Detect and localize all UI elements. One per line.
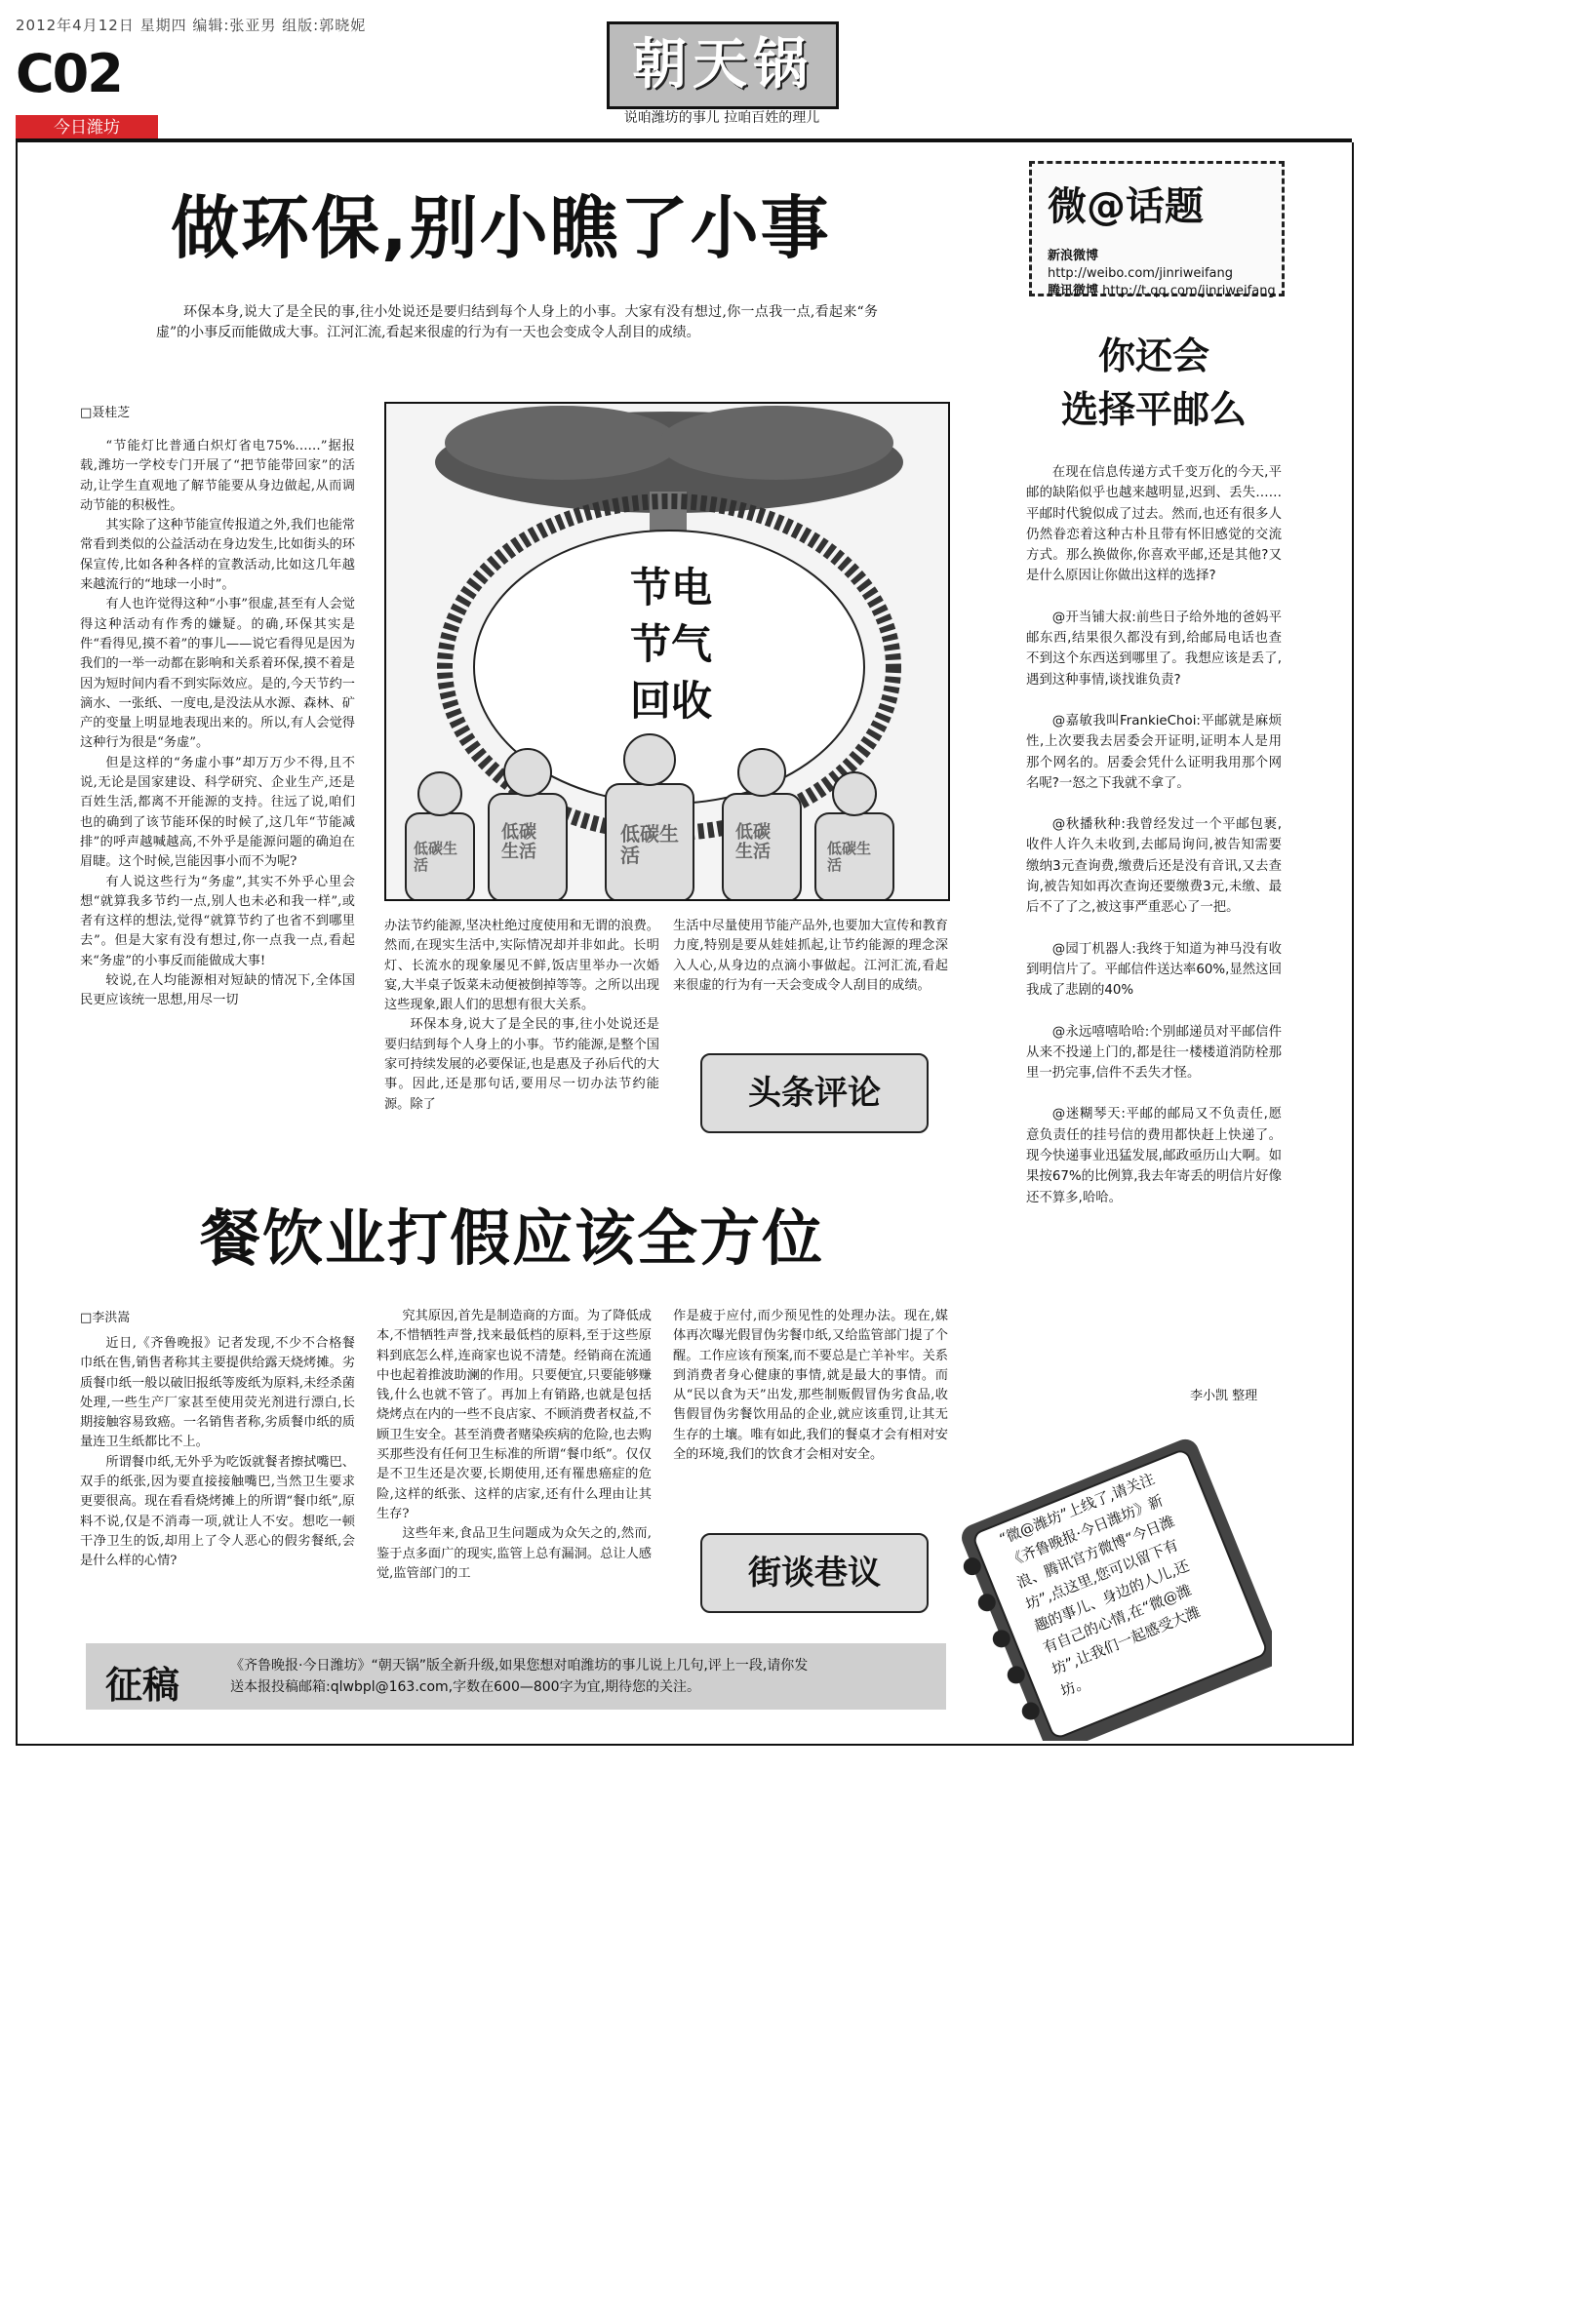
sidebar-title	[1029, 330, 1279, 437]
paragraph: 其实除了这种节能宣传报道之外,我们也能常常看到类似的公益活动在身边发生,比如街头的环保宣传,比如各种各样的宣教活动,比如这几年越来越流行的“地球一小时”。	[80, 518, 355, 593]
street-talk-badge: 街谈巷议	[700, 1533, 929, 1613]
article2-col1	[80, 1334, 355, 1572]
paragraph: 生活中尽量使用节能产品外,也要加大宣传和教育力度,特别是要从娃娃抓起,让节约能源的理念深入人心,从身边的点滴小事做起。江河汇流,看起来很虚的行为有一天会变成令人刮目的成绩。	[673, 919, 948, 993]
sidebar-title-line2: 选择平邮么	[1060, 388, 1247, 431]
paragraph: 近日,《齐鲁晚报》记者发现,不少不合格餐巾纸在售,销售者称其主要提供给露天烧烤摊。劣质餐巾纸一般以破旧报纸等废纸为原料,未经杀菌处理,一些生产厂家甚至使用荧光剂进行漂白,长期接触容易致癌。一名销售者称,劣质餐巾纸的质量连卫生纸都比不上。	[80, 1336, 355, 1450]
call-for-submissions-text	[230, 1655, 932, 1698]
paragraph: 究其原因,首先是制造商的方面。为了降低成本,不惜牺牲声誉,找来最低档的原料,至于这些原料到底怎么样,连商家也说不清楚。经销商在流通中也起着推波助澜的作用。只要便宜,只要能够赚钱,什么也就不管了。再加上有销路,也就是包括烧烤点在内的一些不良店家、不顾消费者权益,不顾卫生安全。甚至消费者赌染疾病的危险,也去购买那些没有任何卫生标准的所谓“餐巾纸”。仅仅是不卫生还是次要,长期使用,还有罹患癌症的危险,这样的纸张、这样的店家,还有什么理由让其生存?	[376, 1309, 652, 1521]
weibo-post: @嘉敏我叫FrankieChoi:平邮就是麻烦性,上次要我去居委会开证明,证明本人是用那个网名的。居委会凭什么证明我用那个网名呢?一怒之下我就不拿了。	[1026, 713, 1282, 791]
article1-lead-text: 环保本身,说大了是全民的事,往小处说还是要归结到每个人身上的小事。大家有没有想过,你一点我一点,看起来“务虚”的小事反而能做成大事。江河汇流,看起来很虚的行为有一天也会变成令人刮目的成绩。	[156, 304, 878, 340]
article1-title: 做环保,别小瞧了小事	[171, 188, 831, 268]
slogan-save-power: 节电	[630, 564, 713, 611]
notice-line-1: 《齐鲁晚报·今日潍坊》“朝天锅”版全新升级,如果您想对咱潍坊的事儿说上几句,评上一段,请你发	[230, 1658, 809, 1674]
weibo-post: @永远嘻嘻哈哈:个别邮递员对平邮信件从来不投递上门的,都是往一楼楼道消防栓那里一扔完事,信件不丢失才怪。	[1026, 1024, 1282, 1082]
masthead: 朝天锅	[607, 21, 839, 109]
article1-lead	[156, 302, 878, 343]
sidebar-title-line1: 你还会	[1097, 335, 1209, 377]
paragraph: 环保本身,说大了是全民的事,往小处说还是要归结到每个人身上的小事。节约能源,是整个国家可持续发展的必要保证,也是惠及子孙后代的大事。因此,还是那句话,要用尽一切办法节约能源。除了	[384, 1017, 659, 1112]
sidebar-editor: 李小凯 整理	[1190, 1389, 1258, 1403]
masthead-slogan: 说咱潍坊的事儿 拉咱百姓的理儿	[623, 110, 820, 126]
weibo-post: @开当铺大叔:前些日子给外地的爸妈平邮东西,结果很久都没有到,给邮局电话也查不到这个东西送到哪里了。我想应该是丢了,遇到这种事情,谈找谁负责?	[1026, 610, 1282, 688]
paragraph: 所谓餐巾纸,无外乎为吃饭就餐者擦拭嘴巴、双手的纸张,因为要直接接触嘴巴,当然卫生要求更要很高。现在看看烧烤摊上的所谓“餐巾纸”,原料不说,仅是不消毒一项,就让人不安。想吃一顿干净卫生的饭,却用上了令人恶心的假劣餐纸,会是什么样的心情?	[80, 1454, 355, 1569]
weibo-accounts	[1048, 248, 1282, 300]
sidebar-body	[1026, 462, 1282, 1229]
paragraph: 办法节约能源,坚决杜绝过度使用和无谓的浪费。然而,在现实生活中,实际情况却并非如此。长明灯、长流水的现象屡见不鲜,饭店里举办一次婚宴,大半桌子饭菜未动便被倒掉等等。之所以出现这些现象,跟人们的思想有很大关系。	[384, 919, 659, 1013]
notice-line-2: 送本报投稿邮箱:qlwbpl@163.com,字数在600—800字为宜,期待您的关注。	[230, 1679, 701, 1695]
date-line: 2012年4月12日 星期四 编辑:张亚男 组版:郭晓妮	[16, 17, 367, 34]
energy-saving-illustration	[384, 402, 950, 901]
illustration-slogans	[630, 560, 712, 729]
weibo-post: @园丁机器人:我终于知道为神马没有收到明信片了。平邮信件送达率60%,显然这回我成了悲剧的40%	[1026, 941, 1282, 999]
paragraph: 有人也许觉得这种“小事”很虚,甚至有人会觉得这种活动有作秀的嫌疑。的确,环保其实是件“看得见,摸不着”的事儿——说它看得见是因为我们的一举一动都在影响和关系着环保,摸不着是因为短时间内看不到实际效应。是的,今天节约一滴水、一张纸、一度电,是没法从水源、森林、矿产的变量上明显地表现出来的。所以,有人会觉得这种行为很是“务虚”。	[80, 597, 355, 751]
article2-col3	[673, 1307, 948, 1465]
article1-byline: □聂桂芝	[80, 406, 131, 420]
paragraph: 作是疲于应付,而少预见性的处理办法。现在,媒体再次曝光假冒伪劣餐巾纸,又给监管部门提了个醒。工作应该有预案,而不要总是亡羊补牢。关系到消费者身心健康的事情,就是最大的事情。而从“民以食为天”出发,那些制贩假冒伪劣食品,收售假冒伪劣餐饮用品的企业,就应该重罚,让其无生存的土壤。唯有如此,我们的餐桌才会有相对安全的环境,我们的饮食才会相对安全。	[673, 1309, 948, 1463]
weibo-account-sina[interactable]: 新浪微博 http://weibo.com/jinriweifang	[1048, 249, 1234, 281]
notebook-text: “微@潍坊”上线了,请关注《齐鲁晚报·今日潍坊》新浪、腾讯官方微博“今日潍坊”,点这里,您可以留下有趣的事儿、身边的人儿,还有自己的心情,在“微@潍坊”,让我们一起感受大潍坊。	[996, 1470, 1204, 1701]
kid-sign: 低碳生活	[735, 822, 771, 862]
weibo-post: @秋播秋种:我曾经发过一个平邮包裹,收件人许久未收到,去邮局询问,被告知需要缴纳3元查询费,缴费后还是没有音讯,又去查询,被告知如再次查询还要缴费3元,未缴、最后不了了之,被这事严重恶心了一把。	[1026, 817, 1282, 916]
weibo-account-tencent[interactable]: 腾讯微博 http://t.qq.com/jinriweifang	[1048, 284, 1276, 298]
kid-sign: 低碳生活	[620, 822, 679, 867]
weibo-topic-logo: 微@话题	[1048, 184, 1204, 229]
paragraph: 这些年来,食品卫生问题成为众矢之的,然而,鉴于点多面广的现实,监管上总有漏洞。总让人感觉,监管部门的工	[376, 1526, 652, 1581]
kid-sign: 低碳生活	[827, 840, 872, 874]
article1-col1	[80, 437, 355, 1011]
article1-col2	[384, 917, 659, 1115]
kid-sign: 低碳生活	[414, 840, 458, 874]
weibo-topic-box	[1029, 161, 1285, 296]
children-group	[406, 734, 893, 899]
paragraph: 但是这样的“务虚小事”却万万少不得,且不说,无论是国家建设、科学研究、企业生产,还是百姓生活,都离不开能源的支持。往远了说,咱们也的确到了该节能环保的时候了,这几年“节能减排”的呼声越喊越高,不外乎是能源问题的确迫在眉睫。这个时候,岂能因事小而不为呢?	[80, 755, 355, 870]
article2-title: 餐饮业打假应该全方位	[200, 1202, 825, 1274]
headline-comment-badge: 头条评论	[700, 1053, 929, 1133]
sidebar-intro: 在现在信息传递方式千变万化的今天,平邮的缺陷似乎也越来越明显,迟到、丢失……平邮时代貌似成了过去。然而,也还有很多人仍然眷恋着这种古朴且带有怀旧感觉的交流方式。那么换做你,你喜欢平邮,还是其他?又是什么原因让你做出这样的选择?	[1026, 465, 1282, 584]
paragraph: “节能灯比普通白炽灯省电75%……”据报载,潍坊一学校专门开展了“把节能带回家”的活动,让学生直观地了解节能要从身边做起,从而调动节能的积极性。	[80, 439, 355, 513]
paragraph: 有人说这些行为“务虚”,其实不外乎心里会想“就算我多节约一点,别人也未必和我一样”,或者有这样的想法,觉得“就算节约了也省不到哪里去”。但是大家有没有想过,你一点我一点,看起来“务虚”的小事反而能做成大事!	[80, 874, 355, 968]
slogan-recycle: 回收	[630, 677, 713, 725]
article2-byline: □李洪嵩	[80, 1311, 131, 1325]
article1-col3	[673, 917, 948, 996]
section-tag: 今日潍坊	[16, 115, 158, 140]
paragraph: 较说,在人均能源相对短缺的情况下,全体国民更应该统一思想,用尽一切	[80, 973, 355, 1008]
call-for-submissions-title: 征稿	[105, 1664, 180, 1707]
kid-sign: 低碳生活	[501, 822, 536, 862]
page-number: C02	[16, 43, 122, 104]
notebook-graphic	[948, 1438, 1272, 1741]
slogan-save-gas: 节气	[630, 620, 713, 668]
article2-col2	[376, 1307, 652, 1584]
weibo-post: @迷糊琴天:平邮的邮局又不负责任,愿意负责任的挂号信的费用都快赶上快递了。现今快递事业迅猛发展,邮政亟历山大啊。如果按67%的比例算,我去年寄丢的明信片好像还不算多,哈哈。	[1026, 1107, 1282, 1205]
